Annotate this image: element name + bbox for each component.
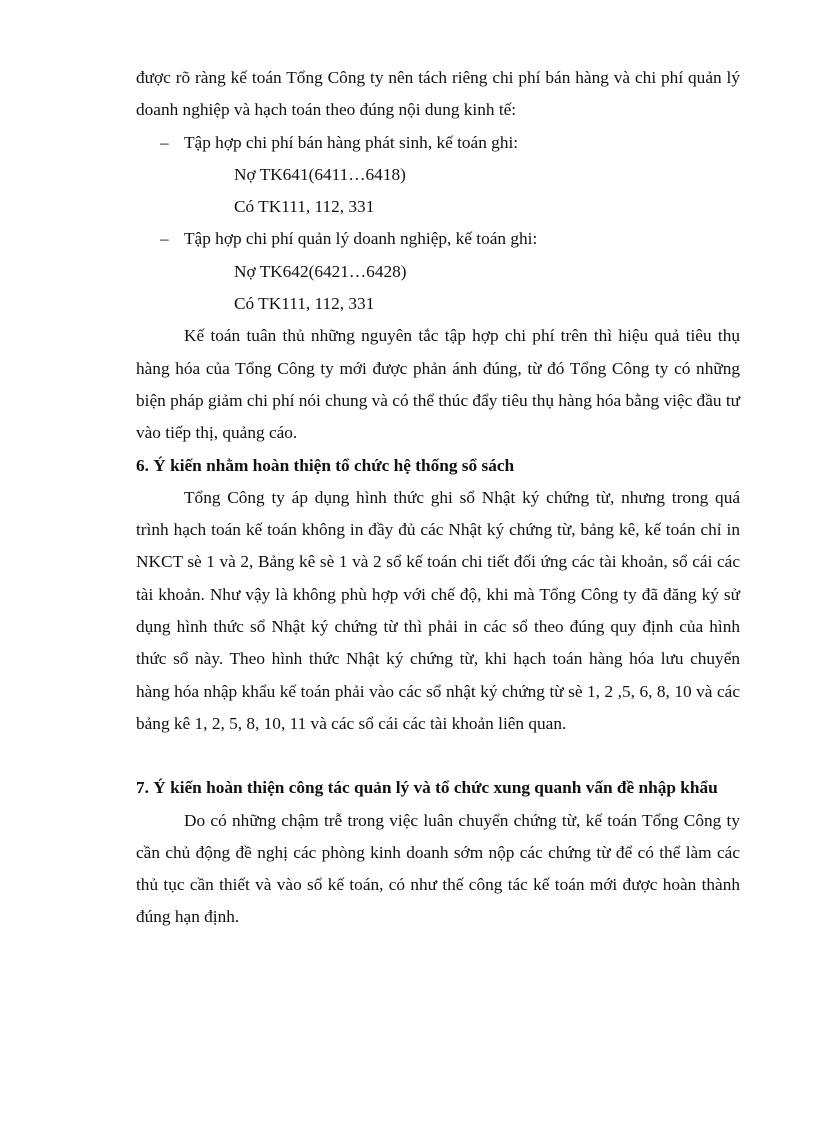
conclusion-paragraph: Kế toán tuân thủ những nguyên tắc tập hợp chi phí trên thì hiệu quả tiêu thụ hàng hóa của Tổng Công ty mới được phản ánh đúng, từ đó Tổng Công ty có những biện pháp giảm chi phí nói chung và có thể thúc đẩy tiêu thụ hàng hóa bằng việc đầu tư vào tiếp thị, quảng cáo. bbox=[136, 326, 740, 443]
bullet-item-admin-expense bbox=[136, 223, 740, 255]
section-7-paragraph: Do có những chậm trễ trong việc luân chuyển chứng từ, kế toán Tổng Công ty cần chủ động đề nghị các phòng kinh doanh sớm nộp các chứng từ để có thể làm các thủ tục cần thiết và vào sổ kế toán, có như thế công tác kế toán mới được hoàn thành đúng hạn định. bbox=[136, 810, 740, 927]
section-6-paragraph: Tổng Công ty áp dụng hình thức ghi sổ Nhật ký chứng từ, nhưng trong quá trình hạch toán kế toán không in đầy đủ các Nhật ký chứng từ, bảng kê, kế toán chỉ in NKCT sè 1 và 2, Bảng kê sè 1 và 2 sổ kế toán chi tiết đối ứng các tài khoản, sổ cái các tài khoản. Như vậy là không phù hợp với chế độ, khi mà Tổng Công ty đã đăng ký sử dụng hình thức sổ Nhật ký chứng từ thì phải in các sổ theo đúng quy định của hình thức sổ này. Theo hình thức Nhật ký chứng từ, khi hạch toán hàng hóa lưu chuyển hàng hóa nhập khẩu kế toán phải vào các sổ nhật ký chứng từ sè 1, 2 ,5, 6, 8, 10 và các bảng kê 1, 2, 5, 8, 10, 11 và các sổ cái các tài khoản liên quan. bbox=[136, 487, 740, 733]
bullet-text: Tập hợp chi phí quản lý doanh nghiệp, kế toán ghi: bbox=[184, 229, 538, 249]
section-heading-6: 6. Ý kiến nhằm hoàn thiện tổ chức hệ thống sổ sách bbox=[136, 455, 515, 475]
journal-entry-credit: Có TK111, 112, 331 bbox=[234, 294, 375, 314]
intro-paragraph: được rõ ràng kế toán Tổng Công ty nên tách riêng chi phí bán hàng và chi phí quản lý doanh nghiệp và hạch toán theo đúng nội dung kinh tế: bbox=[136, 68, 740, 120]
document-body bbox=[136, 62, 740, 934]
journal-entry-debit: Nợ TK642(6421…6428) bbox=[234, 261, 407, 281]
section-heading-7: 7. Ý kiến hoàn thiện công tác quản lý và tổ chức xung quanh vấn đề nhập khẩu bbox=[136, 778, 718, 798]
bullet-text: Tập hợp chi phí bán hàng phát sinh, kế toán ghi: bbox=[184, 132, 519, 152]
journal-entry-credit: Có TK111, 112, 331 bbox=[234, 197, 375, 217]
dash-bullet-icon: – bbox=[160, 132, 169, 152]
bullet-item-selling-expense bbox=[136, 127, 740, 159]
journal-entry-debit: Nợ TK641(6411…6418) bbox=[234, 164, 406, 184]
dash-bullet-icon: – bbox=[160, 229, 169, 249]
